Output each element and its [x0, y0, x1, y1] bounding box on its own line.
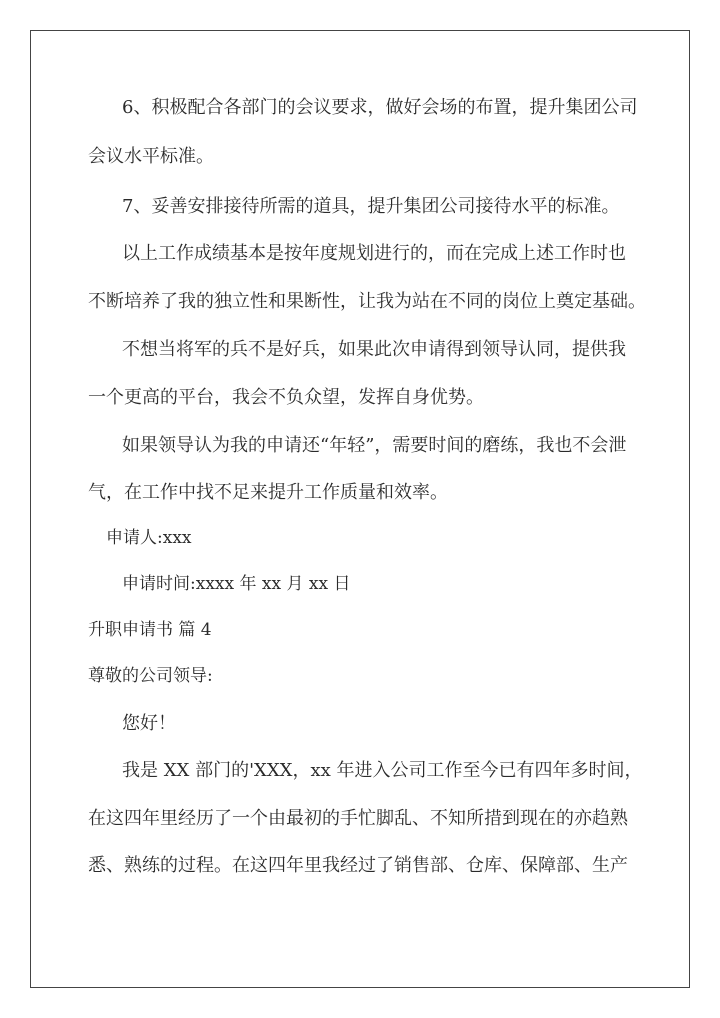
paragraph-line-15: 我是 XX 部门的'XXX，xx 年进入公司工作至今已有四年多时间，	[122, 760, 643, 781]
paragraph-line-1: 6、积极配合各部门的会议要求，做好会场的布置，提升集团公司	[122, 97, 638, 118]
greeting: 您好！	[122, 713, 176, 734]
applicant-line: 申请人:xxx	[106, 528, 192, 548]
paragraph-line-8: 如果领导认为我的申请还“年轻”，需要时间的磨练，我也不会泄	[122, 435, 627, 456]
paragraph-line-3: 7、妥善安排接待所需的道具，提升集团公司接待水平的标准。	[122, 196, 620, 217]
page-border	[30, 30, 690, 988]
paragraph-line-6: 不想当将军的兵不是好兵，如果此次申请得到领导认同，提供我	[122, 339, 626, 360]
paragraph-line-5: 不断培养了我的独立性和果断性，让我为站在不同的岗位上奠定基础。	[88, 291, 646, 312]
paragraph-line-17: 悉、熟练的过程。在这四年里我经过了销售部、仓库、保障部、生产	[88, 855, 628, 876]
section-heading: 升职申请书 篇 4	[88, 620, 212, 640]
paragraph-line-7: 一个更高的平台，我会不负众望，发挥自身优势。	[88, 387, 484, 408]
paragraph-line-16: 在这四年里经历了一个由最初的手忙脚乱、不知所措到现在的亦趋熟	[88, 808, 628, 829]
salutation: 尊敬的公司领导:	[88, 666, 213, 686]
paragraph-line-2: 会议水平标准。	[88, 146, 214, 167]
application-date-line: 申请时间:xxxx 年 xx 月 xx 日	[122, 574, 351, 594]
paragraph-line-9: 气，在工作中找不足来提升工作质量和效率。	[88, 482, 448, 503]
paragraph-line-4: 以上工作成绩基本是按年度规划进行的，而在完成上述工作时也	[122, 243, 626, 264]
